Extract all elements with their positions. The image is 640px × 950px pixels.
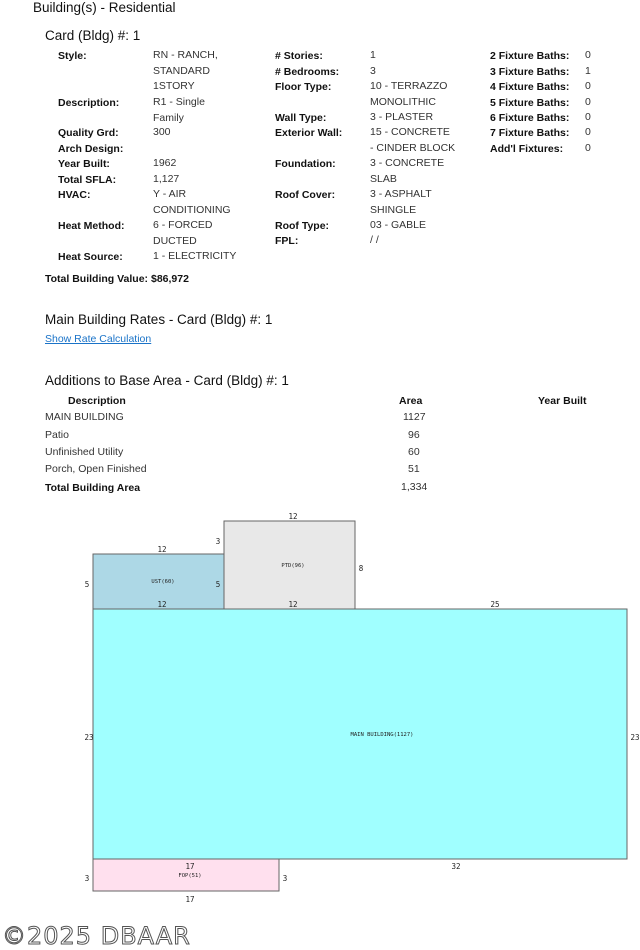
copyright-watermark: ©2025 DBAAR bbox=[2, 922, 191, 950]
fixture-baths-3-value: 1 bbox=[585, 65, 591, 77]
roof-cover-value: 3 - ASPHALT SHINGLE bbox=[370, 188, 432, 216]
hvac-value: Y - AIR CONDITIONING bbox=[153, 188, 231, 216]
col-header-description: Description bbox=[68, 395, 126, 407]
foundation-label: Foundation: bbox=[275, 158, 336, 170]
heat-method-label: Heat Method: bbox=[58, 220, 125, 232]
col-header-area: Area bbox=[399, 395, 423, 407]
building-sketch bbox=[0, 505, 640, 910]
fpl-label: FPL: bbox=[275, 235, 299, 247]
ptd-label: PTD(96) bbox=[281, 563, 305, 569]
fpl-value: / / bbox=[370, 234, 379, 246]
roof-type-value: 03 - GABLE bbox=[370, 219, 427, 231]
rates-title: Main Building Rates - Card (Bldg) #: 1 bbox=[45, 312, 273, 327]
quality-grade-label: Quality Grd: bbox=[58, 127, 119, 139]
ust-top-dim: 12 bbox=[157, 545, 167, 554]
total-building-value: Total Building Value: $86,972 bbox=[45, 273, 189, 285]
year-built-label: Year Built: bbox=[58, 158, 110, 170]
main-building-label: MAIN BUILDING(1127) bbox=[350, 732, 414, 738]
exterior-wall-label: Exterior Wall: bbox=[275, 127, 343, 139]
fop-top-dim: 17 bbox=[185, 862, 195, 871]
heat-method-value: 6 - FORCED DUCTED bbox=[153, 219, 213, 247]
fop-left-dim: 3 bbox=[84, 874, 90, 883]
floor-type-label: Floor Type: bbox=[275, 81, 332, 93]
ptd-right-dim: 8 bbox=[358, 564, 364, 573]
fop-label: FOP(51) bbox=[178, 873, 202, 879]
addl-fixtures-label: Add'l Fixtures: bbox=[490, 143, 564, 155]
row-description: Unfinished Utility bbox=[45, 446, 124, 458]
quality-grade-value: 300 bbox=[153, 126, 171, 138]
additions-title: Additions to Base Area - Card (Bldg) #: 1 bbox=[45, 373, 289, 388]
fixture-baths-7-label: 7 Fixture Baths: bbox=[490, 127, 570, 139]
heat-source-label: Heat Source: bbox=[58, 251, 123, 263]
bedrooms-label: # Bedrooms: bbox=[275, 66, 340, 78]
row-description: MAIN BUILDING bbox=[45, 411, 124, 423]
fixture-baths-4-value: 0 bbox=[585, 80, 591, 92]
page-heading: Building(s) - Residential bbox=[33, 0, 176, 15]
exterior-wall-value: 15 - CONCRETE - CINDER BLOCK bbox=[370, 126, 456, 154]
description-value: R1 - Single Family bbox=[153, 96, 205, 124]
row-area: 96 bbox=[408, 429, 420, 441]
fixture-baths-2-label: 2 Fixture Baths: bbox=[490, 50, 570, 62]
ust-label: UST(60) bbox=[151, 579, 175, 585]
row-area: 1127 bbox=[403, 411, 426, 423]
description-label: Description: bbox=[58, 97, 120, 109]
roof-cover-label: Roof Cover: bbox=[275, 189, 336, 201]
fixture-baths-4-label: 4 Fixture Baths: bbox=[490, 81, 570, 93]
ust-left-dim: 5 bbox=[84, 580, 90, 589]
addl-fixtures-value: 0 bbox=[585, 142, 591, 154]
row-description: Patio bbox=[45, 429, 69, 441]
show-rate-calculation-link[interactable]: Show Rate Calculation bbox=[45, 333, 152, 345]
card-title: Card (Bldg) #: 1 bbox=[45, 28, 141, 43]
fixture-baths-5-label: 5 Fixture Baths: bbox=[490, 97, 570, 109]
style-label: Style: bbox=[58, 50, 87, 62]
hvac-label: HVAC: bbox=[58, 189, 91, 201]
total-area-label: Total Building Area bbox=[45, 482, 141, 494]
stories-value: 1 bbox=[370, 49, 376, 61]
fixture-baths-7-value: 0 bbox=[585, 126, 591, 138]
fop-bottom-dim: 17 bbox=[185, 895, 195, 904]
ptd-bottom-dim: 12 bbox=[288, 600, 298, 609]
main-top-dim: 25 bbox=[490, 600, 500, 609]
total-sfla-value: 1,127 bbox=[153, 173, 180, 185]
row-description: Porch, Open Finished bbox=[45, 463, 147, 475]
fixture-baths-6-value: 0 bbox=[585, 111, 591, 123]
fop-right-dim: 3 bbox=[282, 874, 288, 883]
ust-bottom-dim: 12 bbox=[157, 600, 167, 609]
bedrooms-value: 3 bbox=[370, 65, 376, 77]
ptd-top-dim: 12 bbox=[288, 512, 298, 521]
foundation-value: 3 - CONCRETE SLAB bbox=[370, 157, 445, 185]
main-left-dim: 23 bbox=[84, 733, 94, 742]
fixture-baths-6-label: 6 Fixture Baths: bbox=[490, 112, 570, 124]
wall-type-value: 3 - PLASTER bbox=[370, 111, 434, 123]
roof-type-label: Roof Type: bbox=[275, 220, 330, 232]
floor-type-value: 10 - TERRAZZO MONOLITHIC bbox=[370, 80, 448, 108]
total-sfla-label: Total SFLA: bbox=[58, 174, 117, 186]
col-header-year-built: Year Built bbox=[538, 395, 587, 407]
fixture-baths-3-label: 3 Fixture Baths: bbox=[490, 66, 570, 78]
ust-right-dim: 5 bbox=[215, 580, 221, 589]
main-right-dim: 23 bbox=[630, 733, 640, 742]
heat-source-value: 1 - ELECTRICITY bbox=[153, 250, 237, 262]
style-value: RN - RANCH, STANDARD 1STORY bbox=[153, 49, 218, 92]
total-area-value: 1,334 bbox=[401, 481, 428, 493]
fixture-baths-5-value: 0 bbox=[585, 96, 591, 108]
year-built-value: 1962 bbox=[153, 157, 177, 169]
stories-label: # Stories: bbox=[275, 50, 323, 62]
row-area: 51 bbox=[408, 463, 420, 475]
main-bottom-dim: 32 bbox=[451, 862, 461, 871]
ptd-left-dim: 3 bbox=[215, 537, 221, 546]
arch-design-label: Arch Design: bbox=[58, 143, 124, 155]
row-area: 60 bbox=[408, 446, 420, 458]
wall-type-label: Wall Type: bbox=[275, 112, 327, 124]
fixture-baths-2-value: 0 bbox=[585, 49, 591, 61]
